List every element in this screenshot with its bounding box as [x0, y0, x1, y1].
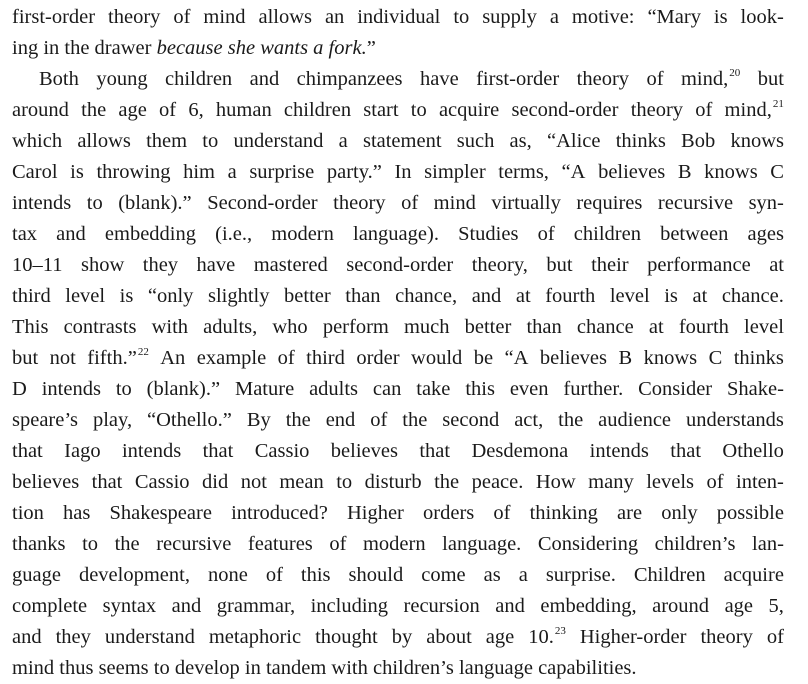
- word: individual: [357, 6, 441, 28]
- footnote-marker[interactable]: 23: [554, 625, 566, 637]
- word: thinks: [733, 347, 784, 369]
- word: theory: [108, 6, 161, 28]
- word: development,: [78, 564, 190, 586]
- word: 6,: [188, 99, 204, 121]
- word: understand: [104, 626, 195, 648]
- text-line: [12, 622, 784, 653]
- word: knows: [730, 130, 784, 152]
- word: tax: [12, 223, 38, 245]
- text-line: [12, 64, 784, 95]
- word: An: [160, 347, 186, 369]
- word: of: [159, 99, 177, 121]
- word: “A: [561, 161, 586, 183]
- word: understands: [685, 409, 784, 431]
- text-line: [12, 498, 784, 529]
- word: has: [63, 502, 91, 524]
- word: who: [272, 316, 308, 338]
- word: that: [670, 440, 702, 462]
- word: their: [591, 254, 629, 276]
- word: How: [535, 471, 576, 493]
- word: second-order: [346, 254, 454, 276]
- word: be: [473, 347, 494, 369]
- word: have: [419, 68, 459, 90]
- word: intends: [41, 378, 101, 400]
- word: and: [56, 223, 86, 245]
- word: to: [453, 6, 470, 28]
- word: Studies: [458, 223, 519, 245]
- word: orders: [423, 502, 475, 524]
- word: him: [183, 161, 215, 183]
- word: about: [426, 626, 472, 648]
- text-line: [12, 250, 784, 281]
- word: by: [391, 626, 413, 648]
- word: human: [215, 99, 272, 121]
- book-page-text: [12, 2, 784, 684]
- word: lan-: [752, 533, 784, 555]
- word: none: [207, 564, 248, 586]
- word: believes: [539, 347, 608, 369]
- word: peace.: [471, 471, 524, 493]
- word: of: [493, 502, 511, 524]
- word: thinking: [529, 502, 598, 524]
- text-line: [12, 436, 784, 467]
- word: look-: [740, 6, 784, 28]
- word: guage: [12, 564, 61, 586]
- word: Bob: [681, 130, 716, 152]
- word: embedding,: [540, 595, 637, 617]
- text-line: [12, 2, 784, 33]
- word: language).: [353, 223, 439, 245]
- footnote-marker[interactable]: 20: [729, 67, 741, 79]
- word: they: [142, 254, 179, 276]
- word: of: [537, 223, 555, 245]
- word: party.”: [326, 161, 382, 183]
- word: B: [618, 347, 633, 369]
- word: theory: [333, 192, 386, 214]
- word: complete: [12, 595, 88, 617]
- word: start: [363, 99, 399, 121]
- word: that: [12, 440, 43, 462]
- word: third: [12, 285, 51, 307]
- word: disturb: [364, 471, 422, 493]
- word: to: [115, 378, 132, 400]
- word: Desdemona: [471, 440, 569, 462]
- word: come: [421, 564, 466, 586]
- word: play,: [92, 409, 133, 431]
- word: acquire: [438, 99, 500, 121]
- word: intends: [12, 192, 72, 214]
- word: level: [65, 285, 106, 307]
- text-line: [12, 219, 784, 250]
- word: allows: [258, 6, 312, 28]
- word: terms,: [498, 161, 549, 183]
- word: age: [118, 99, 147, 121]
- word: believes: [598, 161, 666, 183]
- word: tion: [12, 502, 44, 524]
- word: at: [769, 254, 784, 276]
- word: end: [325, 409, 356, 431]
- word: Higher: [346, 502, 404, 524]
- word: not: [49, 347, 76, 369]
- word: many: [588, 471, 634, 493]
- word: of: [401, 192, 419, 214]
- word: (blank).”: [118, 192, 192, 214]
- word: can: [372, 378, 402, 400]
- word: order: [356, 347, 400, 369]
- word: is: [119, 285, 134, 307]
- word: first-order: [476, 68, 560, 90]
- text-line: [12, 374, 784, 405]
- word: better: [284, 285, 331, 307]
- word: much: [403, 316, 450, 338]
- word: Both: [39, 68, 79, 90]
- word: that: [91, 471, 123, 493]
- word: “Mary: [647, 6, 701, 28]
- word: but: [757, 68, 784, 90]
- word: “A: [504, 347, 529, 369]
- word: at: [648, 316, 664, 338]
- word: mastered: [253, 254, 328, 276]
- word: is: [713, 6, 728, 28]
- word: and: [12, 626, 42, 648]
- text-line: [12, 281, 784, 312]
- word: Carol: [12, 161, 58, 183]
- word: surprise.: [545, 564, 616, 586]
- word: “Othello.”: [147, 409, 232, 431]
- word: recursive: [657, 192, 734, 214]
- word: as,: [509, 130, 532, 152]
- word: mind,$^{21}$: [724, 98, 784, 121]
- word: chance.: [721, 285, 784, 307]
- word: than: [345, 285, 381, 307]
- text-line: [12, 560, 784, 591]
- word: believes: [330, 440, 398, 462]
- word: further.: [563, 378, 624, 400]
- word: second: [442, 409, 500, 431]
- word: fourth: [678, 316, 729, 338]
- word: of: [370, 409, 388, 431]
- italic-text: because she wants a fork.: [156, 37, 367, 59]
- word: ages: [747, 223, 784, 245]
- word: understand: [233, 130, 324, 152]
- word: mean: [279, 471, 324, 493]
- word: around: [12, 99, 69, 121]
- word: features: [247, 533, 313, 555]
- word: statement: [362, 130, 442, 152]
- word: simpler: [424, 161, 486, 183]
- word: would: [411, 347, 463, 369]
- word: to: [82, 533, 99, 555]
- word: knows: [643, 347, 698, 369]
- word: Shake-: [727, 378, 784, 400]
- word: slightly: [207, 285, 270, 307]
- word: By: [246, 409, 271, 431]
- word: is: [70, 161, 84, 183]
- word: the: [402, 409, 428, 431]
- word: allows: [77, 130, 131, 152]
- word: age: [724, 595, 754, 617]
- word: but: [12, 347, 39, 369]
- word: performance: [647, 254, 751, 276]
- word: Children: [633, 564, 706, 586]
- word: show: [80, 254, 125, 276]
- text-line: mind thus seems to develop in tandem with children’s language capabilities.: [12, 657, 637, 679]
- word: and: [171, 595, 202, 617]
- word: a: [549, 6, 559, 28]
- word: “Alice: [546, 130, 601, 152]
- word: requires: [576, 192, 643, 214]
- word: syn-: [748, 192, 784, 214]
- word: of: [265, 564, 283, 586]
- word: mind,$^{20}$: [680, 67, 741, 90]
- word: Cassio: [254, 440, 310, 462]
- word: first-order: [12, 6, 96, 28]
- word: the: [558, 409, 584, 431]
- word: intends: [121, 440, 182, 462]
- word: a: [338, 130, 348, 152]
- word: a: [227, 161, 237, 183]
- word: perform: [322, 316, 389, 338]
- word: did: [202, 471, 229, 493]
- word: them: [146, 130, 188, 152]
- word: (i.e.,: [215, 223, 253, 245]
- word: should: [348, 564, 404, 586]
- word: at: [692, 285, 708, 307]
- word: better: [464, 316, 512, 338]
- word: surprise: [249, 161, 315, 183]
- word: theory,: [471, 254, 528, 276]
- word: Iago: [64, 440, 101, 462]
- text-line: [12, 33, 784, 64]
- word: at: [515, 285, 531, 307]
- word: which: [12, 130, 63, 152]
- word: believes: [12, 471, 80, 493]
- word: such: [456, 130, 495, 152]
- text-line: [12, 312, 784, 343]
- word: have: [196, 254, 236, 276]
- word: children’s: [654, 533, 736, 555]
- word: young: [96, 68, 148, 90]
- word: inten-: [736, 471, 784, 493]
- word: recursive: [156, 533, 232, 555]
- word: Second-order: [207, 192, 318, 214]
- word: intends: [589, 440, 649, 462]
- word: fourth: [545, 285, 596, 307]
- word: are: [617, 502, 643, 524]
- word: theory: [700, 626, 753, 648]
- text-line: [12, 157, 784, 188]
- word: to: [410, 99, 427, 121]
- word: of: [646, 68, 664, 90]
- word: speare’s: [12, 409, 79, 431]
- text-line: [12, 188, 784, 219]
- footnote-marker[interactable]: 21: [772, 98, 784, 110]
- word: of: [766, 626, 784, 648]
- word: the: [114, 533, 140, 555]
- word: syntax: [102, 595, 157, 617]
- word: but: [546, 254, 573, 276]
- body-text: [12, 2, 784, 684]
- word: the: [81, 99, 107, 121]
- word: level: [744, 316, 784, 338]
- word: children: [283, 99, 352, 121]
- word: modern: [271, 223, 334, 245]
- text-line: [12, 405, 784, 436]
- word: recursion: [403, 595, 480, 617]
- word: of: [329, 533, 347, 555]
- word: D: [12, 378, 27, 400]
- footnote-marker[interactable]: 22: [137, 346, 149, 358]
- word: and: [249, 68, 280, 90]
- word: the: [285, 409, 311, 431]
- word: (blank).”: [146, 378, 221, 400]
- word: Higher-order: [579, 626, 687, 648]
- word: level: [609, 285, 650, 307]
- word: act,: [514, 409, 544, 431]
- word: Cassio: [134, 471, 190, 493]
- word: 10.23: [528, 625, 566, 648]
- word: as: [483, 564, 501, 586]
- word: second-order: [511, 99, 619, 121]
- text-line: [12, 343, 784, 374]
- word: audience: [598, 409, 672, 431]
- word: of: [706, 471, 724, 493]
- word: “only: [147, 285, 194, 307]
- word: C: [708, 347, 723, 369]
- word: children: [165, 68, 233, 90]
- word: Mature: [234, 378, 295, 400]
- word: thinks: [615, 130, 666, 152]
- text-line: [12, 529, 784, 560]
- word: to: [202, 130, 219, 152]
- word: the: [434, 471, 460, 493]
- word: adults,: [203, 316, 258, 338]
- text-line: [12, 95, 784, 126]
- word: grammar,: [216, 595, 296, 617]
- word: around: [652, 595, 710, 617]
- text-line: [12, 467, 784, 498]
- word: thanks: [12, 533, 66, 555]
- word: with: [151, 316, 189, 338]
- word: motive:: [571, 6, 635, 28]
- word: only: [661, 502, 698, 524]
- word: is: [664, 285, 678, 307]
- word: mind: [433, 192, 476, 214]
- word: that: [202, 440, 234, 462]
- word: Considering: [537, 533, 639, 555]
- word: including: [310, 595, 389, 617]
- word: language.: [442, 533, 522, 555]
- text-line: [12, 126, 784, 157]
- word: to: [336, 471, 353, 493]
- word: children: [573, 223, 641, 245]
- word: Consider: [638, 378, 713, 400]
- word: throwing: [96, 161, 171, 183]
- word: between: [660, 223, 729, 245]
- word: mind: [203, 6, 246, 28]
- word: introduced?: [231, 502, 328, 524]
- word: acquire: [723, 564, 784, 586]
- word: that: [419, 440, 451, 462]
- word: of: [173, 6, 191, 28]
- word: virtually: [491, 192, 561, 214]
- word: take: [416, 378, 451, 400]
- word: this: [465, 378, 495, 400]
- word: and: [471, 285, 502, 307]
- word: even: [509, 378, 549, 400]
- word: modern: [362, 533, 426, 555]
- word: In: [394, 161, 412, 183]
- word: Othello: [722, 440, 784, 462]
- word: of: [277, 347, 295, 369]
- word: C: [770, 161, 784, 183]
- word: chance: [576, 316, 634, 338]
- word: chance,: [395, 285, 458, 307]
- word: B: [677, 161, 692, 183]
- word: metaphoric: [208, 626, 302, 648]
- text-line: [12, 591, 784, 622]
- text-run: ing in the drawer: [12, 37, 157, 59]
- word: age: [485, 626, 515, 648]
- word: and: [495, 595, 525, 617]
- word: they: [55, 626, 91, 648]
- word: adults: [309, 378, 359, 400]
- word: thought: [315, 626, 378, 648]
- word: possible: [716, 502, 784, 524]
- word: of: [695, 99, 713, 121]
- word: to: [86, 192, 103, 214]
- word: fifth.”$^{22}$: [87, 346, 149, 369]
- word: embedding: [104, 223, 196, 245]
- word: theory: [630, 99, 684, 121]
- word: an: [324, 6, 345, 28]
- word: than: [526, 316, 562, 338]
- word: contrasts: [63, 316, 137, 338]
- word: levels: [646, 471, 695, 493]
- word: knows: [704, 161, 758, 183]
- word: Shakespeare: [109, 502, 212, 524]
- word: third: [306, 347, 345, 369]
- word: theory: [576, 68, 630, 90]
- text-run: ”: [366, 37, 376, 59]
- word: supply: [482, 6, 537, 28]
- word: chimpanzees: [296, 68, 403, 90]
- word: this: [300, 564, 331, 586]
- word: 5,: [768, 595, 784, 617]
- word: not: [240, 471, 267, 493]
- word: This: [12, 316, 49, 338]
- word: example: [196, 347, 267, 369]
- word: 10–11: [12, 254, 63, 276]
- word: a: [518, 564, 528, 586]
